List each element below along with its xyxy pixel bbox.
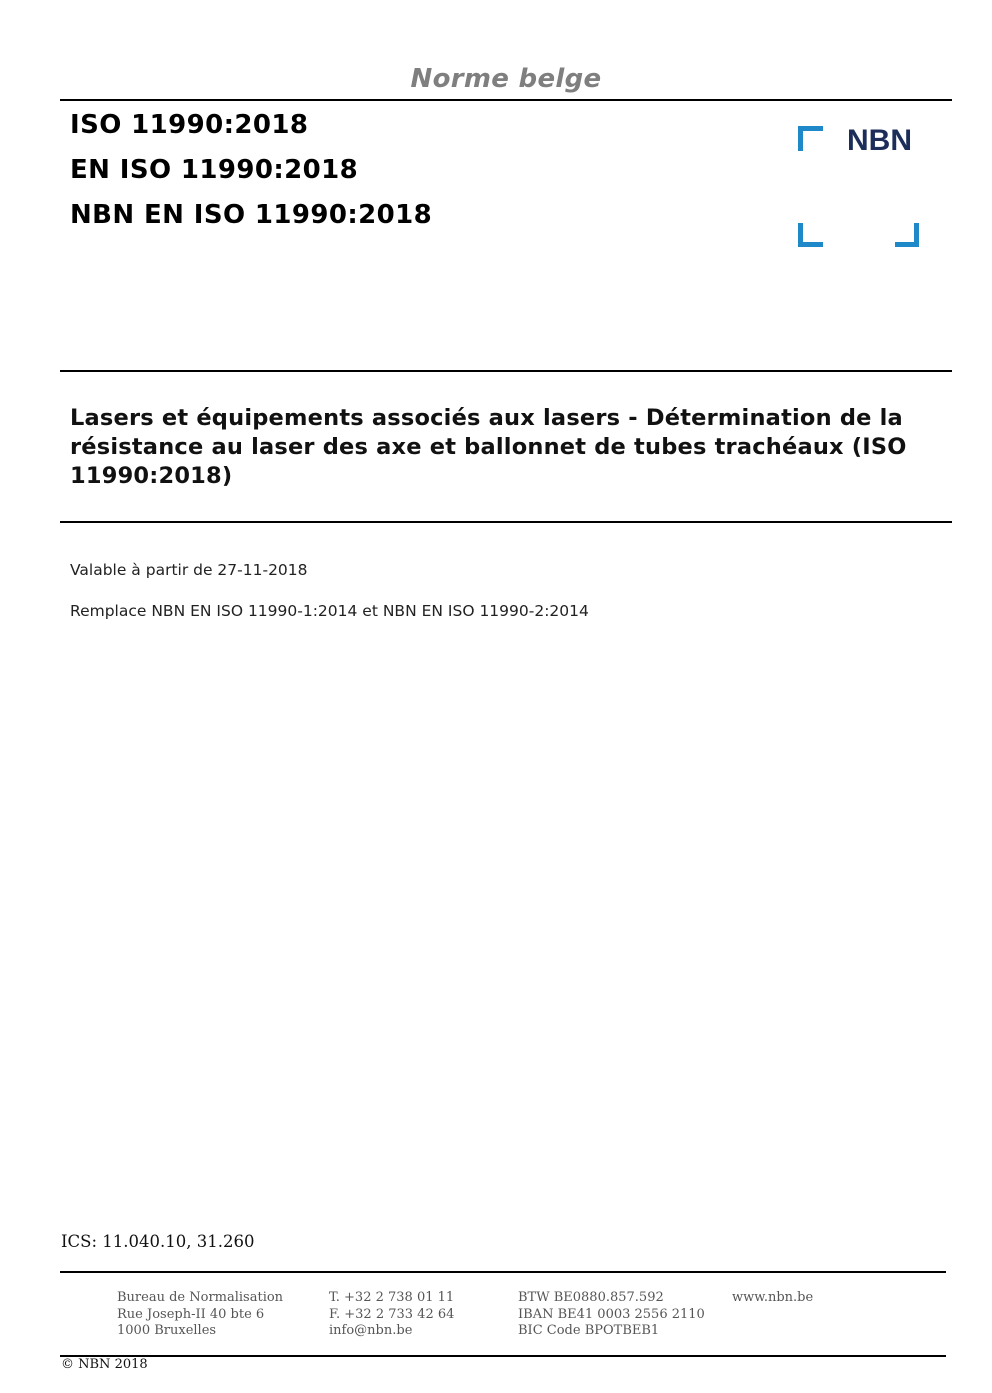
footer-bank [518,1290,705,1340]
footer-address-line: Bureau de Normalisation [117,1290,284,1305]
footer-address-line: Rue Joseph-II 40 bte 6 [117,1306,265,1322]
footer-email-link[interactable]: info@nbn.be [329,1323,413,1338]
document-title: Lasers et équipements associés aux lasers - Détermination de la résistance au laser des axe et ballonnet de tubes trachéaux (ISO 11990:2018) [70,405,907,489]
footer-phone: T. +32 2 738 01 11 [329,1290,455,1305]
standard-code-en: EN ISO 11990:2018 [70,155,359,185]
nbn-logo [798,126,920,248]
nbn-logo-icon [798,126,920,248]
copyright-notice: © NBN 2018 [61,1357,148,1372]
ics-codes: ICS: 11.040.10, 31.260 [61,1232,255,1251]
replaces-info: Remplace NBN EN ISO 11990-1:2014 et NBN EN ISO 11990-2:2014 [70,602,589,620]
header-label: Norme belge [410,64,602,94]
footer-address-line: 1000 Bruxelles [117,1323,217,1338]
validity-date: Valable à partir de 27-11-2018 [70,561,308,579]
footer-bottom-divider [60,1355,946,1357]
standard-code-iso: ISO 11990:2018 [70,110,309,140]
footer-contact [329,1290,454,1340]
footer-website [732,1290,813,1307]
top-divider [60,99,952,101]
footer-vat: BTW BE0880.857.592 [518,1290,664,1305]
footer-website-link[interactable]: www.nbn.be [732,1290,814,1305]
footer-iban: IBAN BE41 0003 2556 2110 [518,1306,705,1322]
standard-code-nbn: NBN EN ISO 11990:2018 [70,200,433,230]
title-top-divider [60,370,952,372]
footer-top-divider [60,1271,946,1273]
nbn-logo-text: NBN [847,126,912,157]
footer-address [117,1290,283,1340]
footer-bic: BIC Code BPOTBEB1 [518,1323,660,1338]
footer-fax: F. +32 2 733 42 64 [329,1306,455,1322]
title-bottom-divider [60,521,952,523]
